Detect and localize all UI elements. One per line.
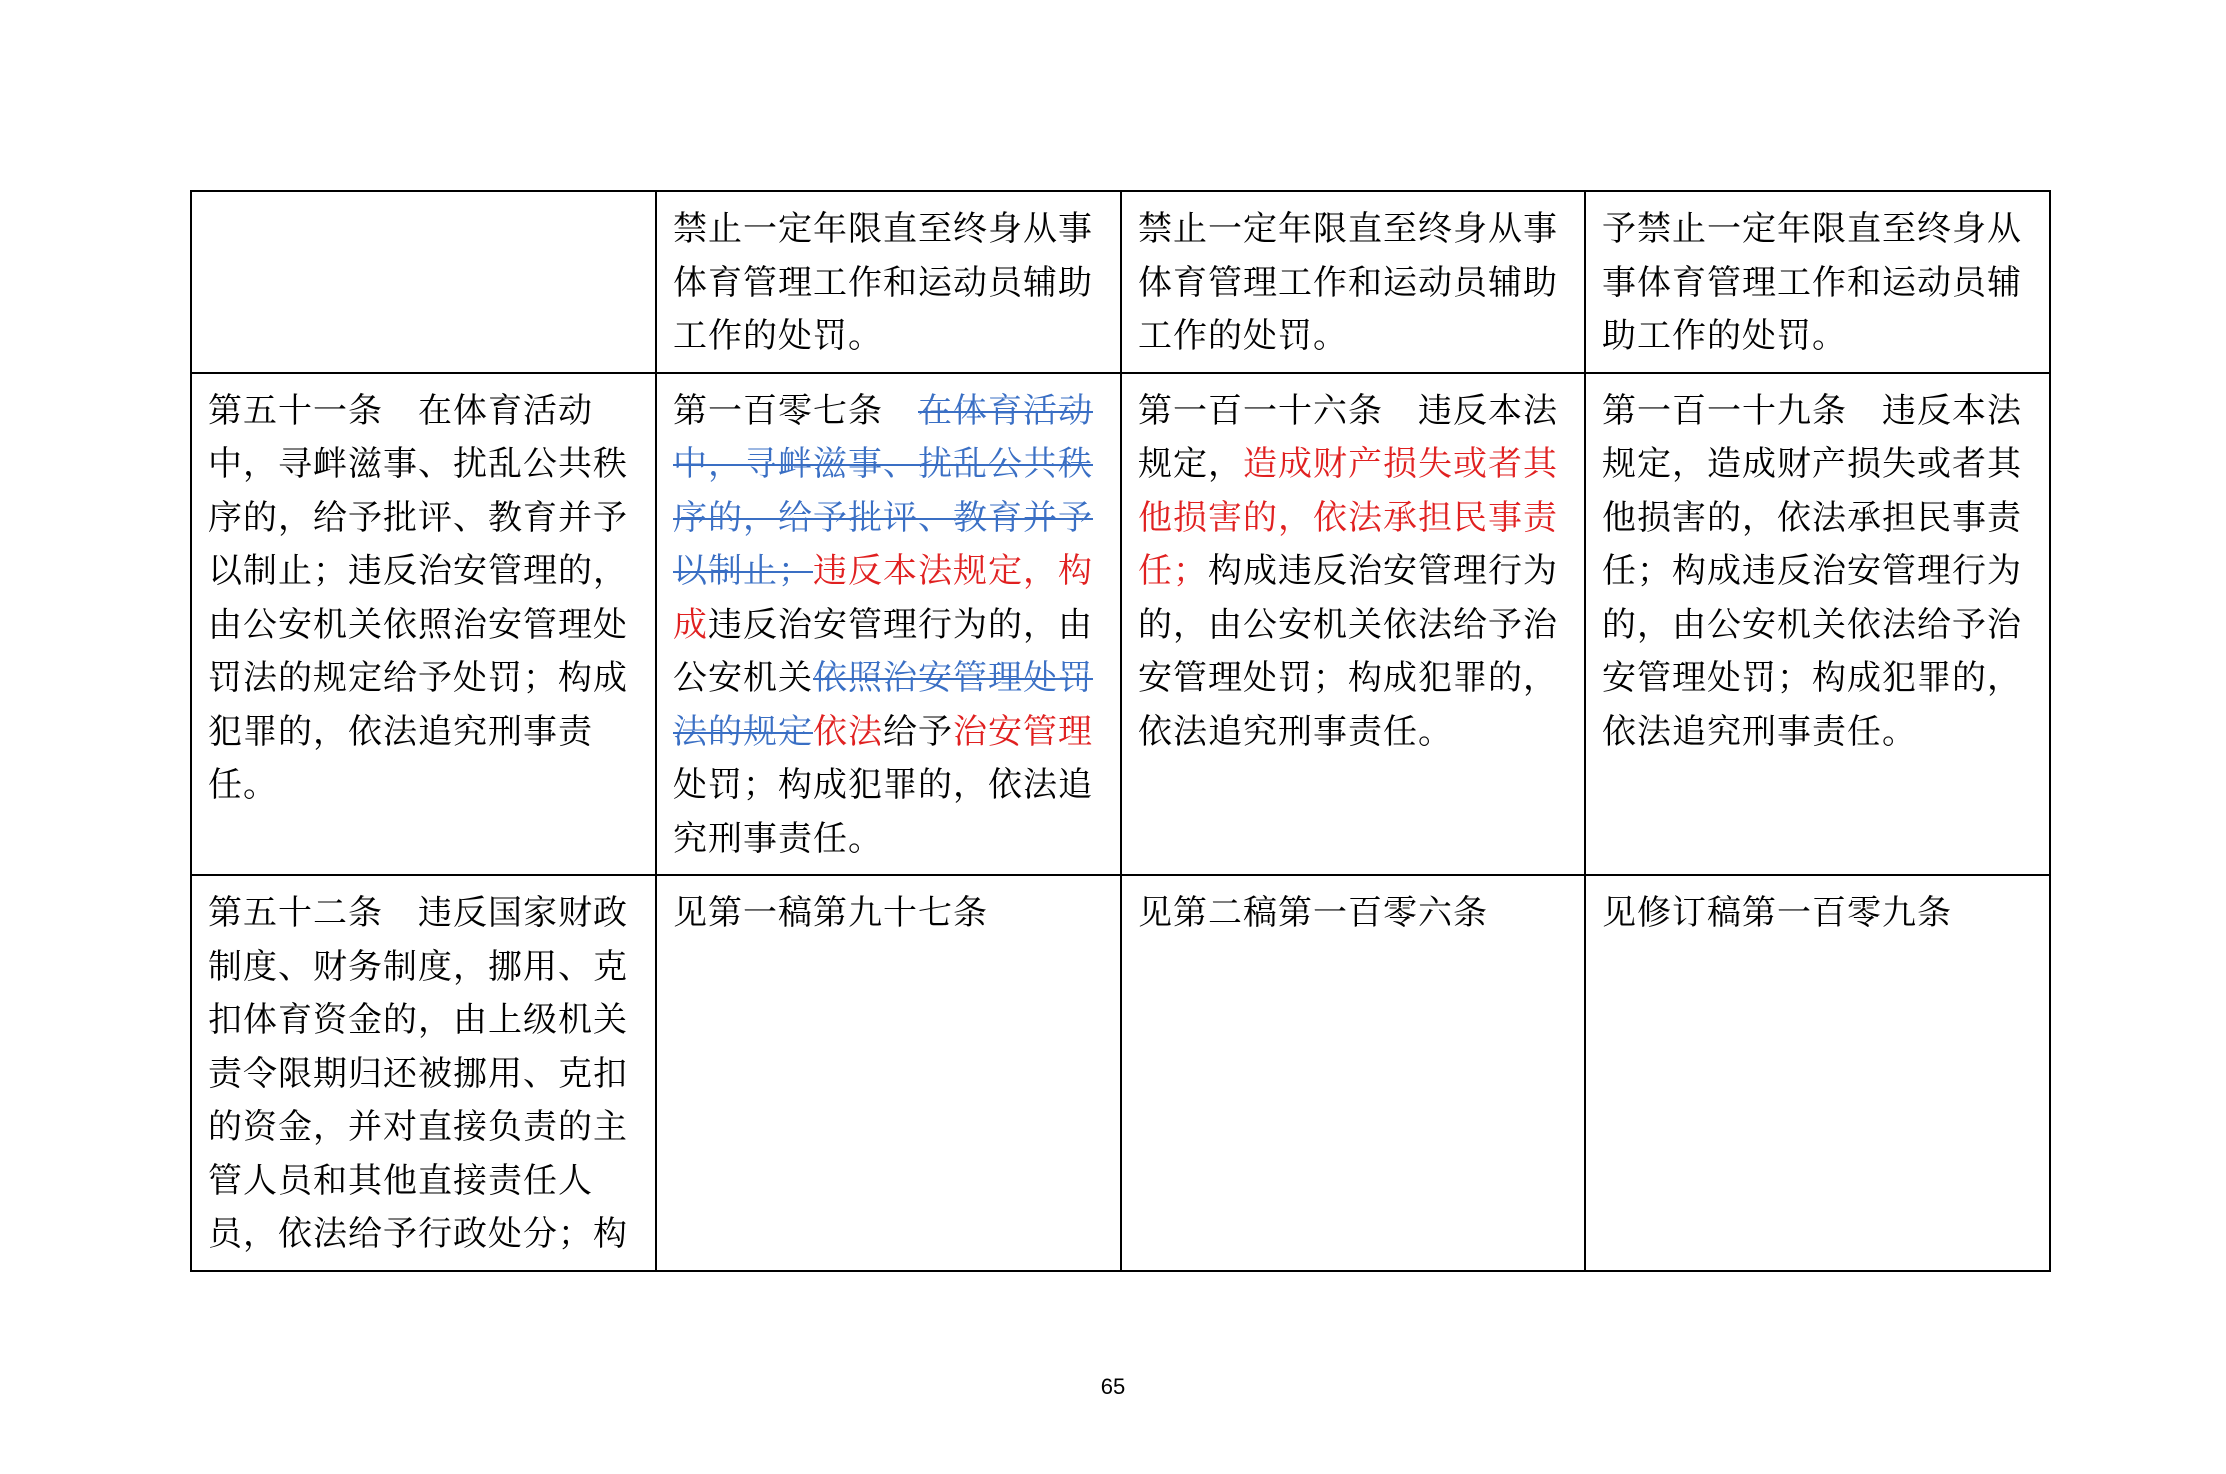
table-row [191,191,2050,373]
cell-draft-one: 禁止一定年限直至终身从事体育管理工作和运动员辅助工作的处罚。 [656,191,1121,373]
unchanged-text: 第一百一十六条 违反本法规定， [1138,390,1558,484]
inserted-text: 治安管理 [953,711,1093,752]
cell-draft-two [1121,373,1585,876]
unchanged-text: 第一百零七条 [673,390,918,431]
cell-original: 第五十一条 在体育活动中，寻衅滋事、扰乱公共秩序的，给予批评、教育并予以制止；违反治安管理的，由公安机关依照治安管理处罚法的规定给予处罚；构成犯罪的，依法追究刑事责任。 [191,373,656,876]
cell-original [191,191,656,373]
table-row [191,373,2050,876]
cell-revised-draft: 见修订稿第一百零九条 [1585,875,2050,1271]
cell-draft-one [656,373,1121,876]
cell-revised-draft: 予禁止一定年限直至终身从事体育管理工作和运动员辅助工作的处罚。 [1585,191,2050,373]
cell-draft-one: 见第一稿第九十七条 [656,875,1121,1271]
inserted-text: 违反本法规定，构成 [673,551,1093,645]
deleted-text: 依照治安管理处罚法的规定 [673,658,1093,752]
unchanged-text: 违反治安管理行为的，由公安机关 [673,604,1093,698]
cell-revised-draft: 第一百一十九条 违反本法规定，造成财产损失或者其他损害的，依法承担民事责任；构成违反治安管理行为的，由公安机关依法给予治安管理处罚；构成犯罪的，依法追究刑事责任。 [1585,373,2050,876]
table-row [191,875,2050,1271]
cell-draft-two: 见第二稿第一百零六条 [1121,875,1585,1271]
cell-draft-two: 禁止一定年限直至终身从事体育管理工作和运动员辅助工作的处罚。 [1121,191,1585,373]
unchanged-text: 给予 [883,711,953,752]
cell-original: 第五十二条 违反国家财政制度、财务制度，挪用、克扣体育资金的，由上级机关责令限期归还被挪用、克扣的资金，并对直接负责的主管人员和其他直接责任人员，依法给予行政处分；构 [191,875,656,1271]
deleted-text: 在体育活动中，寻衅滋事、扰乱公共秩序的，给予批评、教育并予以制止； [673,390,1093,591]
page-number: 65 [1100,1374,1126,1399]
inserted-text: 依法 [813,711,883,752]
inserted-text: 造成财产损失或者其他损害的，依法承担民事责任； [1138,444,1558,591]
unchanged-text: 处罚；构成犯罪的，依法追究刑事责任。 [673,765,1093,859]
comparison-table [190,190,2051,1272]
unchanged-text: 构成违反治安管理行为的，由公安机关依法给予治安管理处罚；构成犯罪的，依法追究刑事责任。 [1138,551,1558,752]
